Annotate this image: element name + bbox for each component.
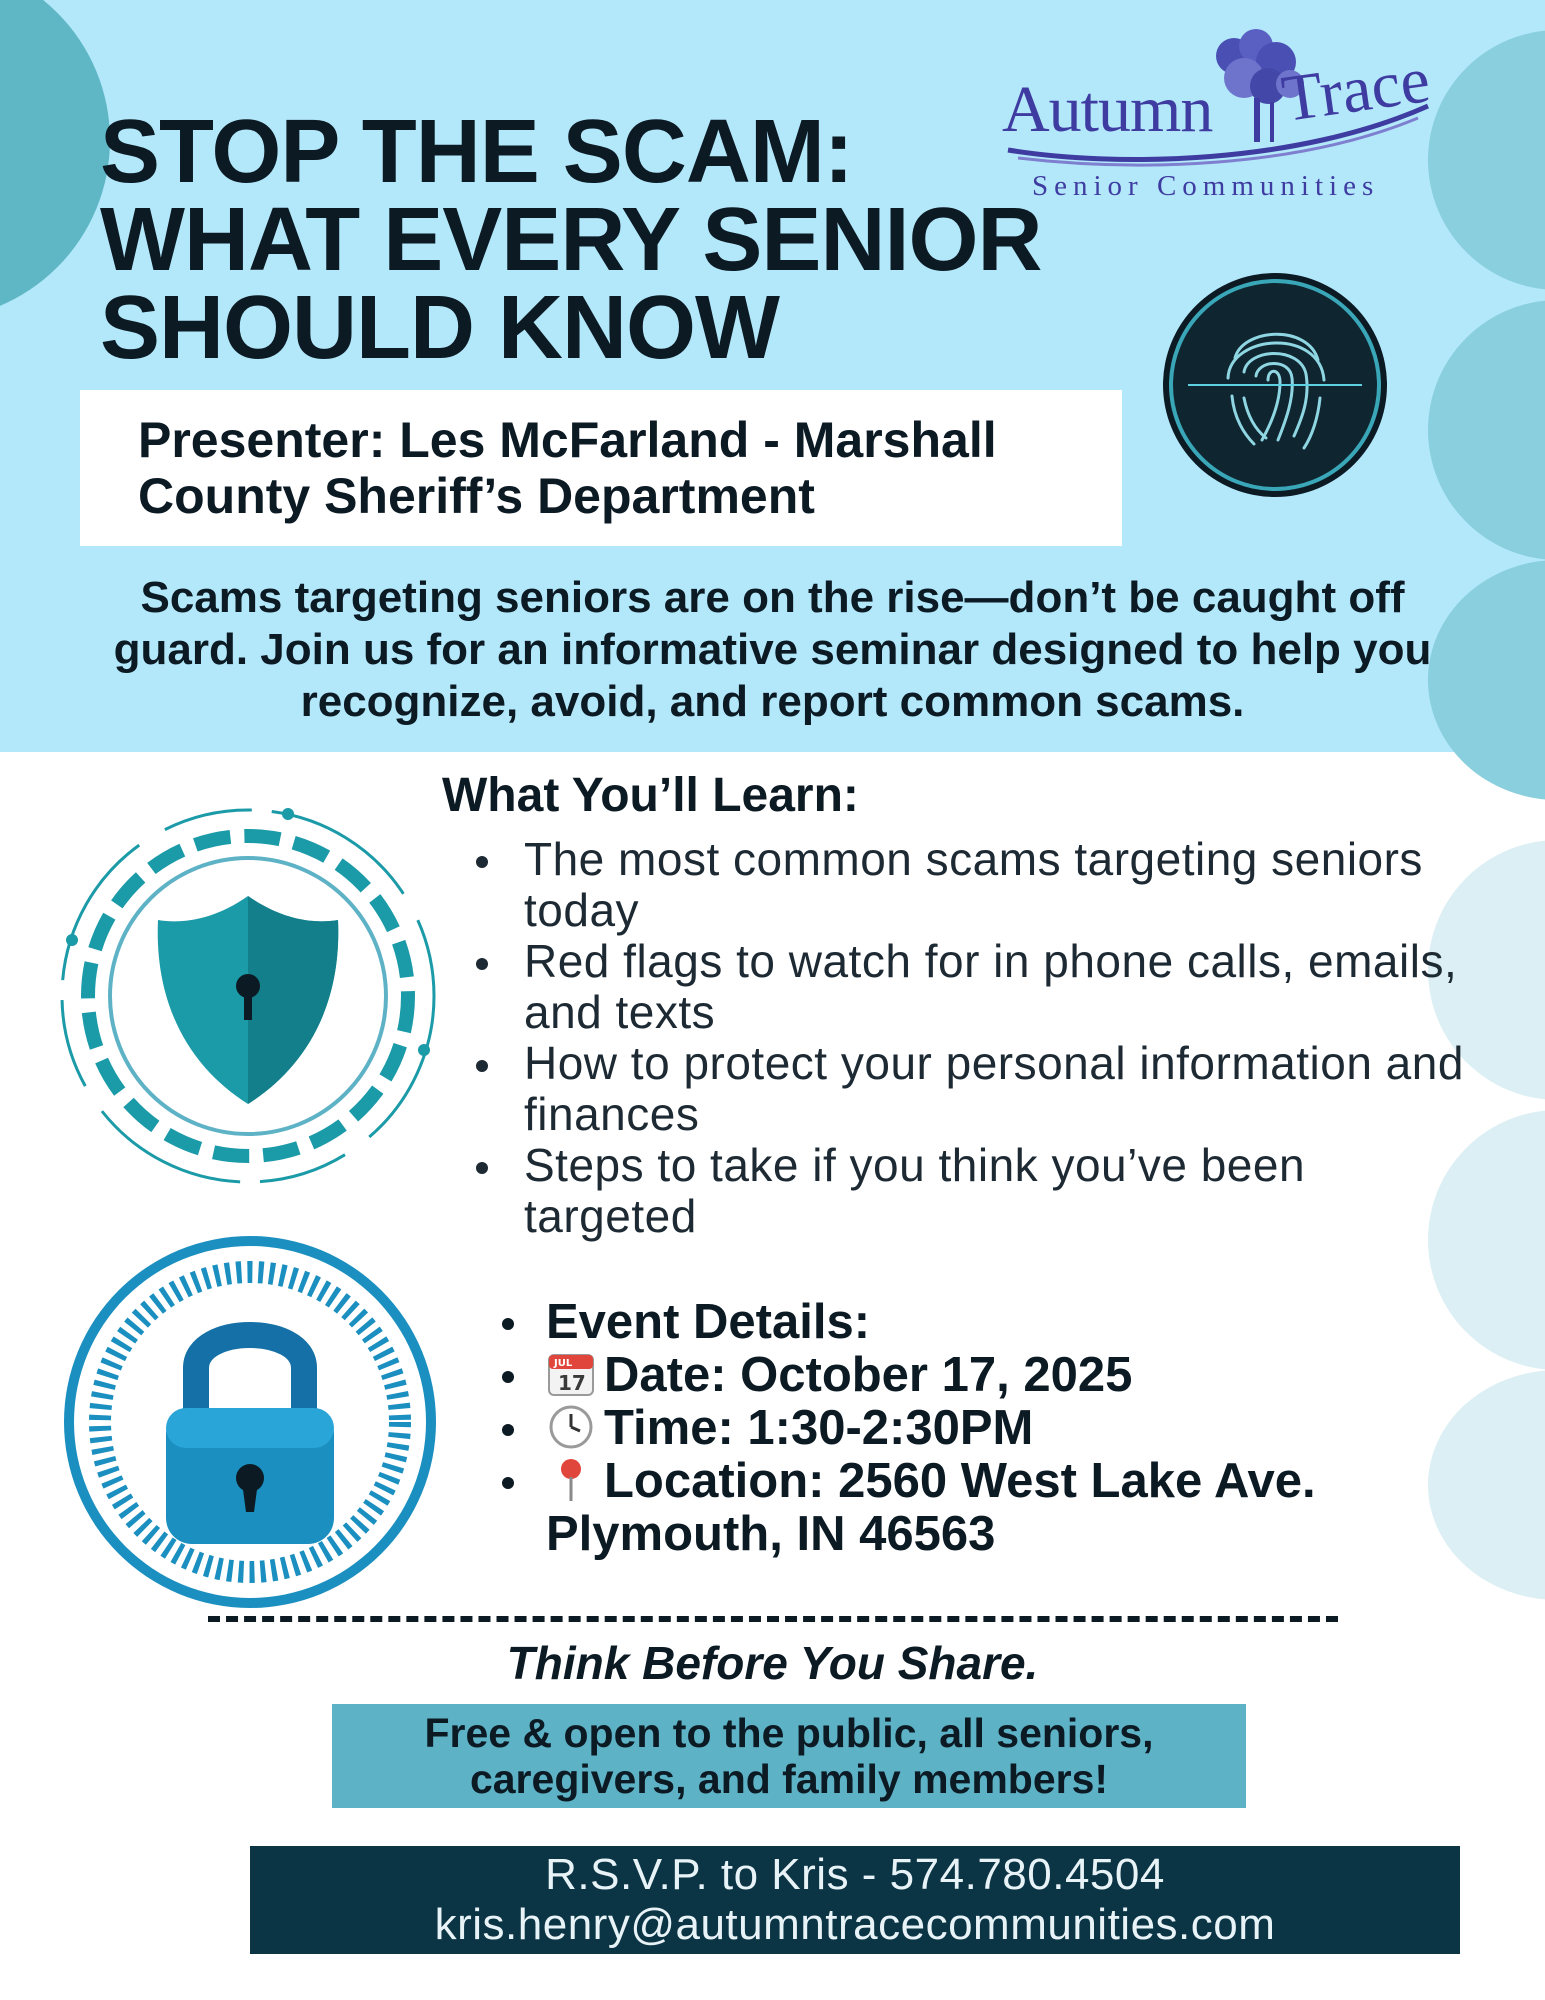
rsvp-box xyxy=(250,1846,1460,1954)
event-date xyxy=(500,1349,1500,1402)
logo-subtitle: Senior Communities xyxy=(1032,170,1380,202)
title-line-2: WHAT EVERY SENIOR xyxy=(100,190,1042,290)
free-admission-line-2: caregivers, and family members! xyxy=(469,1756,1109,1802)
clock-icon xyxy=(546,1404,596,1450)
pin-icon xyxy=(546,1457,596,1503)
presenter-box xyxy=(80,390,1122,546)
list-item: Steps to take if you think you’ve been targeted xyxy=(470,1140,1470,1242)
padlock-icon xyxy=(56,1228,444,1616)
event-location-text: Location: 2560 West Lake Ave. Plymouth, IN 46563 xyxy=(546,1454,1316,1561)
learn-heading: What You’ll Learn: xyxy=(442,769,859,822)
event-details-list xyxy=(500,1296,1500,1561)
event-details-heading xyxy=(500,1296,1500,1349)
list-item: How to protect your personal information and finances xyxy=(470,1038,1470,1140)
intro-paragraph: Scams targeting seniors are on the rise—don’t be caught off guard. Join us for an informative seminar designed to help you recognize, avoid, and report common scams. xyxy=(113,573,1432,726)
title-line-3: SHOULD KNOW xyxy=(100,278,779,378)
event-time-text: Time: 1:30-2:30PM xyxy=(604,1401,1034,1455)
calendar-icon xyxy=(546,1351,596,1397)
shield-lock-icon xyxy=(52,800,444,1192)
free-admission-text xyxy=(332,1710,1246,1802)
page-title xyxy=(100,102,1100,378)
event-details-heading-text: Event Details: xyxy=(546,1295,871,1349)
event-time xyxy=(500,1402,1500,1455)
fingerprint-icon xyxy=(1158,268,1392,502)
dashed-divider xyxy=(208,1616,1338,1622)
learn-list xyxy=(470,834,1470,1242)
event-location xyxy=(500,1455,1500,1561)
presenter-text: Presenter: Les McFarland - Marshall County Sheriff’s Department xyxy=(138,412,997,524)
free-admission-box xyxy=(332,1704,1246,1808)
calendar-month-text: JUL xyxy=(554,1358,573,1369)
rsvp-phone: R.S.V.P. to Kris - 574.780.4504 xyxy=(545,1850,1165,1899)
free-admission-line-1: Free & open to the public, all seniors, xyxy=(424,1710,1154,1756)
logo-name-autumn: Autumn xyxy=(1002,73,1213,146)
rsvp-email[interactable]: kris.henry@autumntracecommunities.com xyxy=(434,1900,1276,1949)
list-item: Red flags to watch for in phone calls, emails, and texts xyxy=(470,936,1470,1038)
calendar-day-text: 17 xyxy=(558,1371,586,1395)
logo-name-trace: Trace xyxy=(1277,43,1435,137)
list-item: The most common scams targeting seniors today xyxy=(470,834,1470,936)
title-line-1: STOP THE SCAM: xyxy=(100,102,853,202)
tagline: Think Before You Share. xyxy=(506,1637,1039,1689)
event-date-text: Date: October 17, 2025 xyxy=(604,1348,1133,1402)
